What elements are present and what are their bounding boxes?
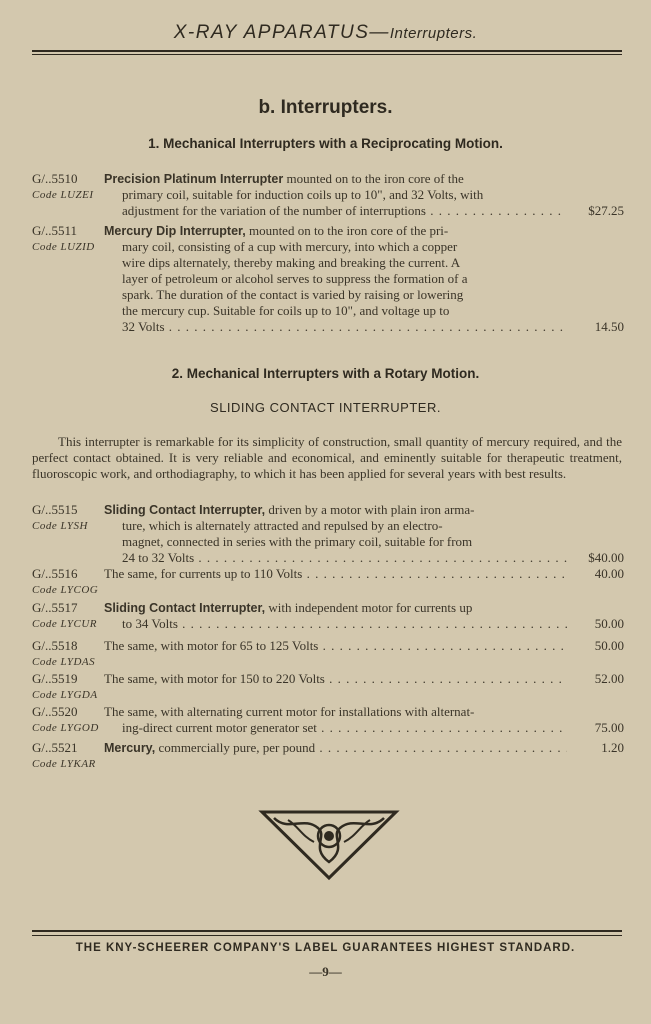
entry-line: Sliding Contact Interrupter, driven by a motor with plain iron arma-	[104, 502, 475, 517]
footer-rule-bottom	[32, 935, 622, 936]
catalog-number: G/..5515	[32, 502, 78, 517]
entry-line: The same, with motor for 150 to 220 Volts . . .	[104, 671, 567, 687]
catalog-entry	[32, 671, 624, 703]
catalog-entry	[32, 740, 624, 772]
code-word: Code LYSH	[32, 520, 88, 532]
catalog-entry	[32, 600, 624, 632]
catalog-number: G/..5510	[32, 171, 78, 186]
subsection-heading: SLIDING CONTACT INTERRUPTER.	[210, 400, 441, 415]
price: 50.00	[594, 638, 624, 653]
catalog-number: G/..5516	[32, 566, 78, 581]
entry-line: The same, for currents up to 110 Volts . . .	[104, 566, 567, 582]
code-word: Code LYDAS	[32, 656, 96, 668]
code-word: Code LUZID	[32, 241, 95, 253]
price: 14.50	[594, 319, 624, 334]
entry-line: Sliding Contact Interrupter, with independent motor for currents up	[104, 600, 473, 615]
entry-line: to 34 Volts . . .	[122, 616, 567, 632]
price: 75.00	[594, 720, 624, 735]
catalog-entry	[32, 171, 624, 219]
ornament-icon	[258, 806, 400, 882]
header-rule-top	[32, 50, 622, 52]
page-number: —9—	[309, 964, 342, 979]
guarantee-footer: THE KNY-SCHEERER COMPANY'S LABEL GUARANTEES HIGHEST STANDARD.	[75, 942, 576, 954]
catalog-entry	[32, 566, 624, 598]
code-word: Code LYGDA	[32, 689, 98, 701]
catalog-number: G/..5521	[32, 740, 78, 755]
entry-description: mary coil, consisting of a cup with mercury, into which a copper wire dips alternately, thereby making and breaking the current. A layer of petroleum or alcohol serves to suppress the formation of a spark. The duration of the contact is varied by raising or lowering the mercury cup. Suitable for coils up to 10", and voltage up to 32 Volts . . .	[122, 239, 567, 335]
entry-line: The same, with alternating current motor for installations with alternat-	[104, 704, 475, 719]
catalog-number: G/..5517	[32, 600, 78, 615]
entry-line: ing-direct current motor generator set . . .	[122, 720, 567, 736]
code-word: Code LUZEI	[32, 189, 94, 201]
intro-paragraph: This interrupter is remarkable for its simplicity of construction, small quantity of mercury required, and the perfect contact obtained. It is very reliable and economical, and eminently suitable for therapeutic treatment, fluoroscopic work, and orthodiagraphy, to which it has been applied for several years with best results.	[32, 434, 622, 481]
catalog-entry	[32, 638, 624, 670]
entry-line: Precision Platinum Interrupter mounted on to the iron core of the	[104, 171, 464, 186]
code-word: Code LYCUR	[32, 618, 97, 630]
header-rule-bottom	[32, 54, 622, 55]
entry-line: Mercury, commercially pure, per pound . . .	[104, 740, 567, 756]
catalog-entry	[32, 704, 624, 736]
price: 52.00	[594, 671, 624, 686]
running-head: X-RAY APPARATUS—Interrupters.	[173, 22, 478, 43]
subsection-1-title: 1. Mechanical Interrupters with a Reciprocating Motion.	[148, 136, 503, 151]
entry-description: ture, which is alternately attracted and repulsed by an electro- magnet, connected in series with the primary coil, suitable for from 24 to 32 Volts . . .	[122, 518, 567, 566]
price: 40.00	[594, 566, 624, 581]
price: 50.00	[594, 616, 624, 631]
catalog-entry	[32, 502, 624, 566]
footer-rule-top	[32, 930, 622, 932]
catalog-number: G/..5518	[32, 638, 78, 653]
entry-line: The same, with motor for 65 to 125 Volts . . .	[104, 638, 567, 654]
code-word: Code LYGOD	[32, 722, 99, 734]
entry-line: Mercury Dip Interrupter, mounted on to the iron core of the pri-	[104, 223, 449, 238]
subsection-2-title: 2. Mechanical Interrupters with a Rotary Motion.	[171, 366, 480, 381]
catalog-number: G/..5520	[32, 704, 78, 719]
price: $27.25	[588, 203, 624, 218]
price: $40.00	[588, 550, 624, 565]
entry-description: primary coil, suitable for induction coils up to 10", and 32 Volts, with adjustment for the variation of the number of interruptions . . .	[122, 187, 567, 219]
price: 1.20	[601, 740, 624, 755]
catalog-number: G/..5511	[32, 223, 78, 238]
code-word: Code LYKAR	[32, 758, 96, 770]
catalog-entry	[32, 223, 624, 335]
catalog-number: G/..5519	[32, 671, 78, 686]
section-title: b. Interrupters.	[258, 97, 393, 118]
code-word: Code LYCOG	[32, 584, 99, 596]
